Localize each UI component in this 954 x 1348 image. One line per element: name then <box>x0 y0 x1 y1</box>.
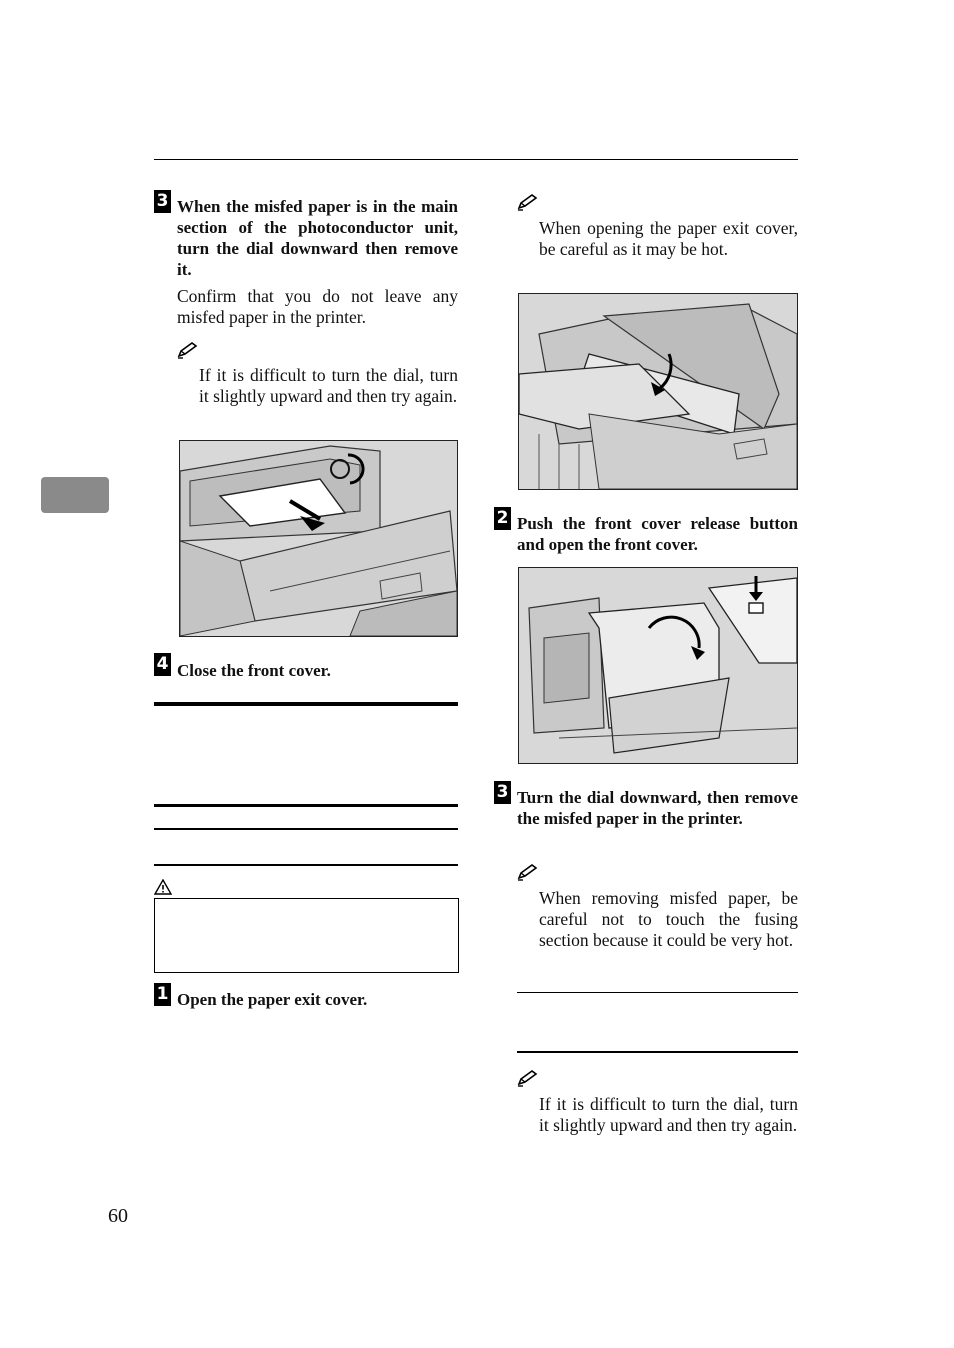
step-2-number: 2 <box>494 507 511 530</box>
final-note: If it is difficult to turn the dial, turn it slightly upward and then try again. <box>539 1094 798 1135</box>
note-pencil-icon <box>517 1069 539 1087</box>
page-number: 60 <box>108 1205 128 1227</box>
step-4-title: Close the front cover. <box>177 661 331 680</box>
right-rule-1 <box>517 992 798 993</box>
step-3b-number: 3 <box>494 781 511 804</box>
intro-note: When opening the paper exit cover, be careful as it may be hot. <box>539 218 798 259</box>
step-4-number: 4 <box>154 653 171 676</box>
figure-photoconductor-misfeed <box>179 440 458 637</box>
step-3-title: When the misfed paper is in the main section of the photoconductor unit, turn the dial downward then remove it. <box>177 197 458 279</box>
step-3-body: Confirm that you do not leave any misfed paper in the printer. <box>177 286 458 327</box>
step-3-note: If it is difficult to turn the dial, turn it slightly upward and then try again. <box>199 365 458 406</box>
step-3b-title: Turn the dial downward, then remove the misfed paper in the printer. <box>517 788 798 828</box>
note-pencil-icon <box>177 341 199 359</box>
step-3-number: 3 <box>154 190 171 213</box>
subsection-rule-3 <box>154 864 458 866</box>
subsection-rule-2 <box>154 828 458 830</box>
step-1-title: Open the paper exit cover. <box>177 990 368 1009</box>
header-rule <box>154 159 798 160</box>
step-2-title: Push the front cover release button and open the front cover. <box>517 514 798 554</box>
warning-triangle-icon <box>154 879 172 895</box>
step-3b-note: When removing misfed paper, be careful not to touch the fusing section because it could be very hot. <box>539 888 798 950</box>
step-1-number: 1 <box>154 983 171 1006</box>
note-pencil-icon <box>517 863 539 881</box>
figure-paper-exit-cover <box>518 293 798 490</box>
figure-front-cover-release <box>518 567 798 764</box>
right-rule-2 <box>517 1051 798 1053</box>
subsection-rule-1 <box>154 804 458 807</box>
warning-box <box>154 898 459 973</box>
section-rule-thick <box>154 702 458 706</box>
note-pencil-icon <box>517 193 539 211</box>
chapter-tab <box>41 477 109 513</box>
